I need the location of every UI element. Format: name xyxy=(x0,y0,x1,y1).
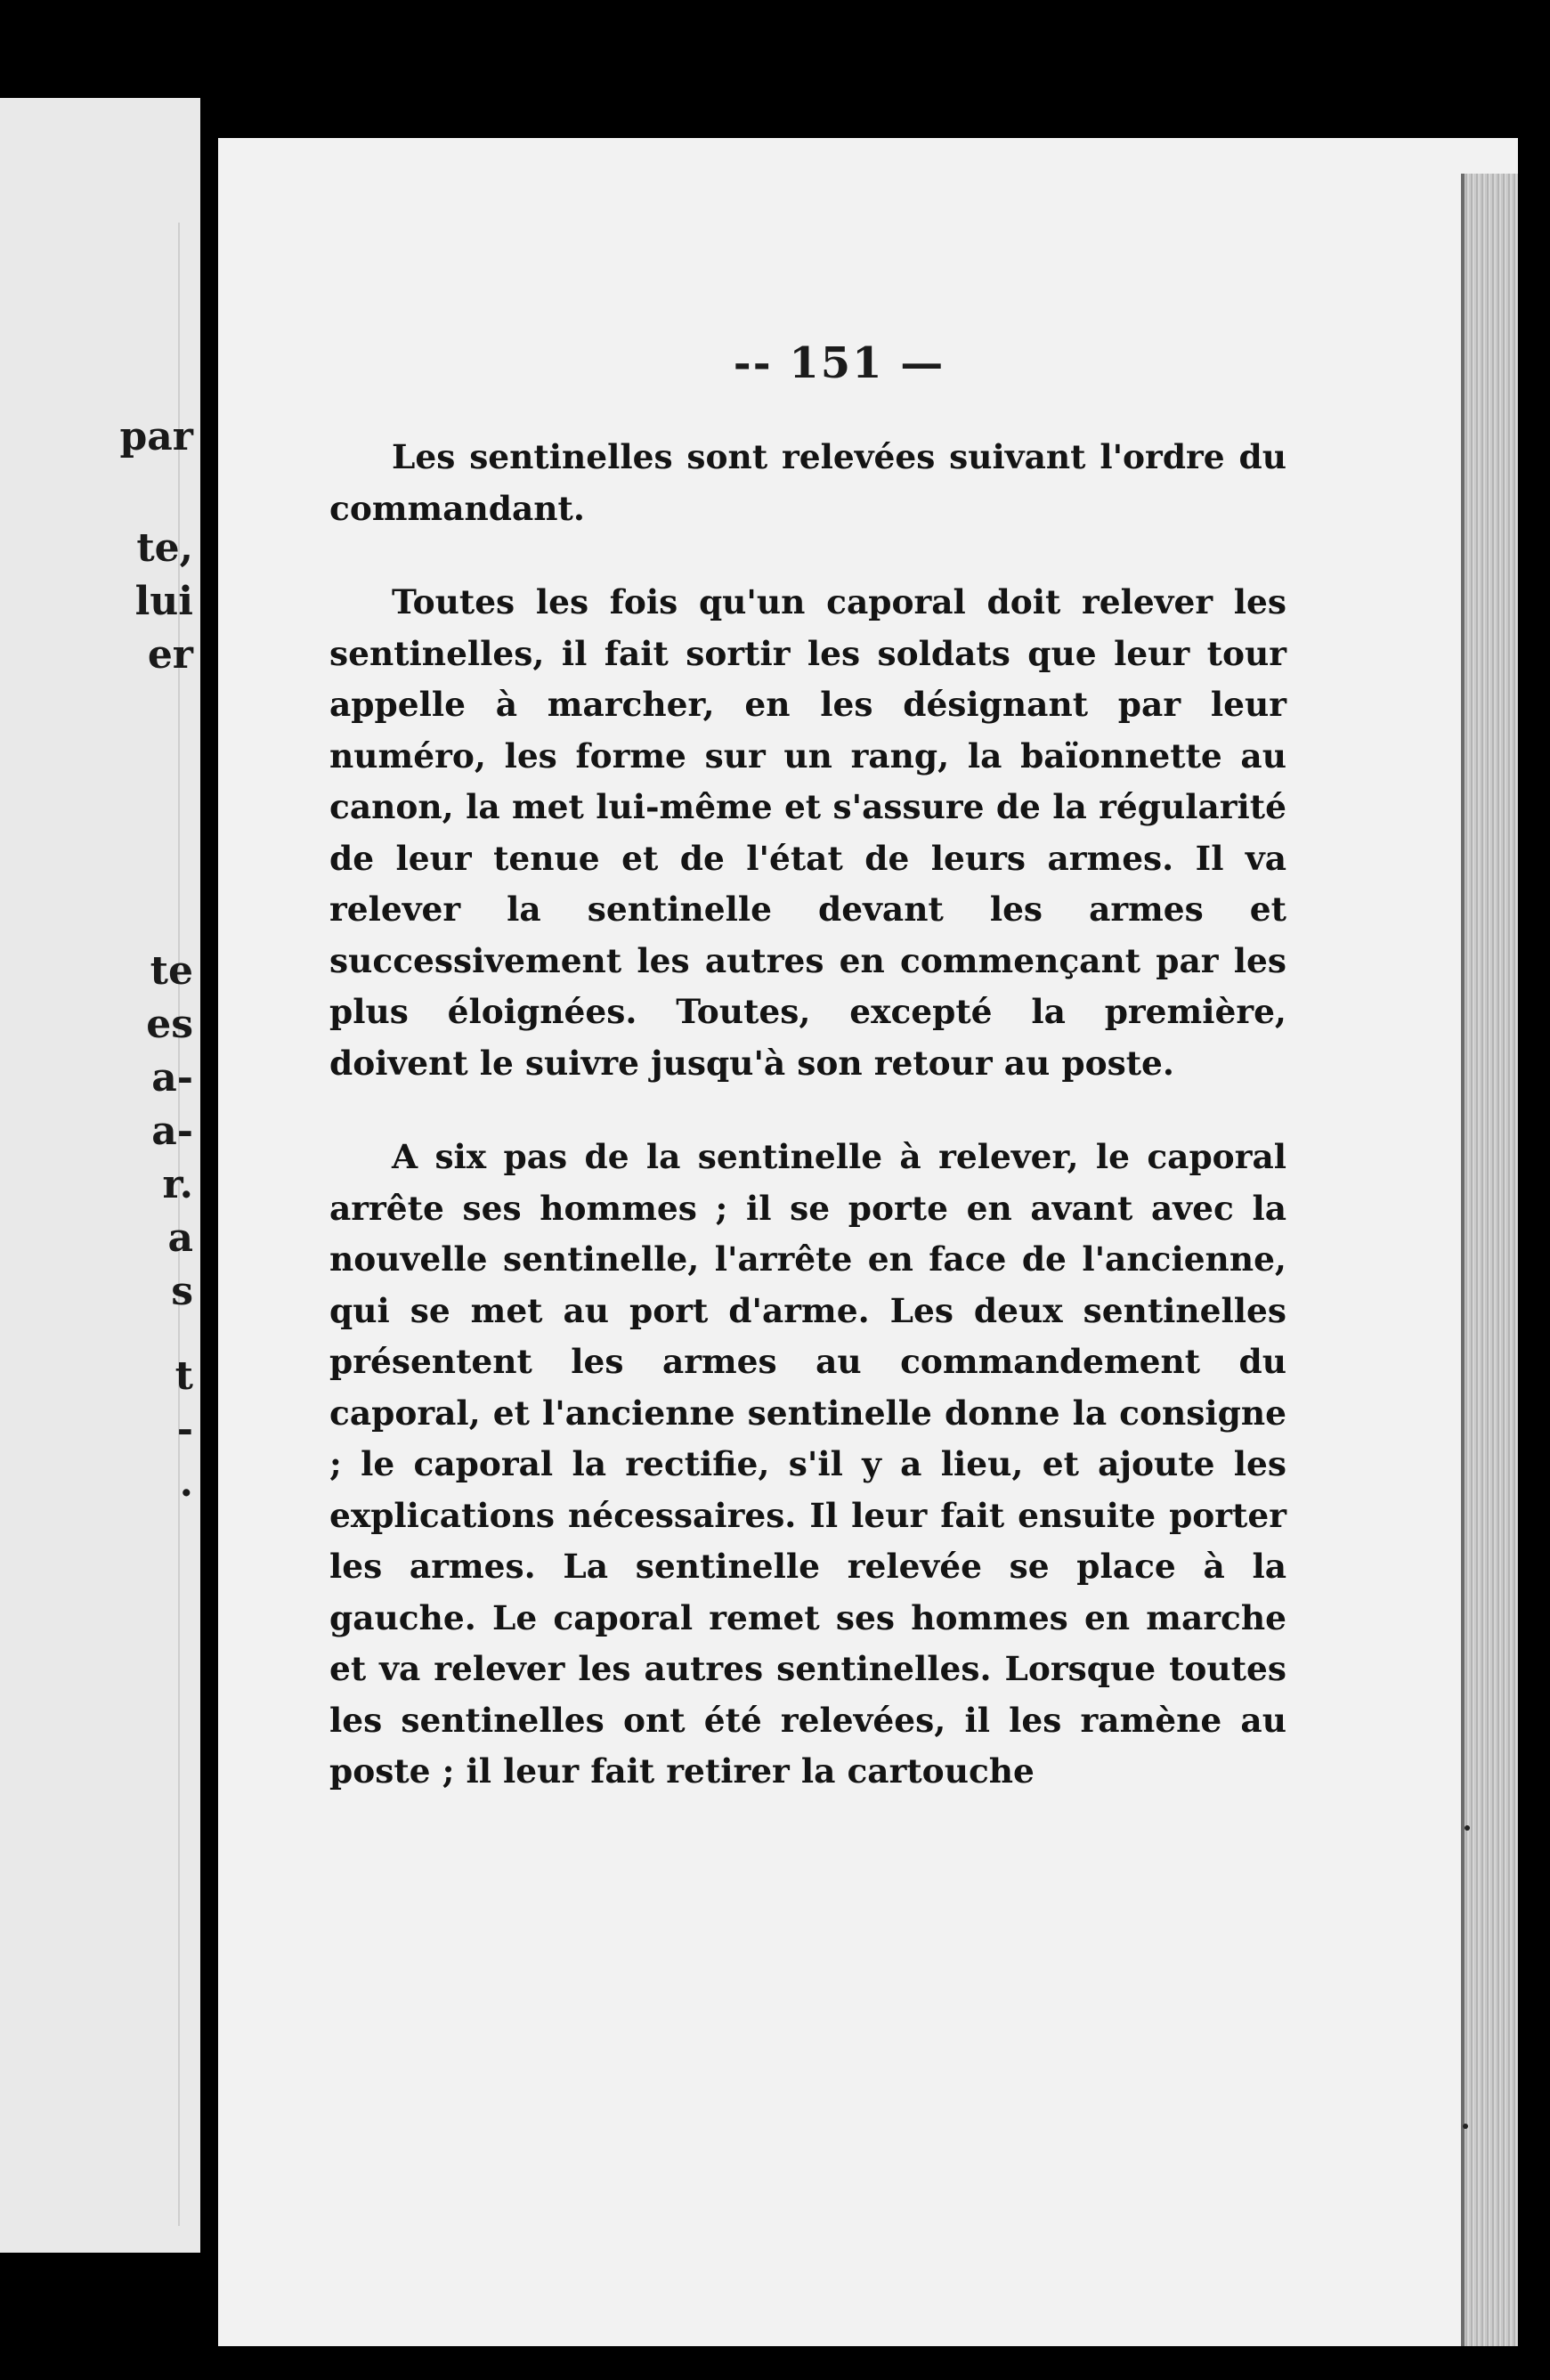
left-page-fragment: r. xyxy=(162,1162,193,1207)
page-stack-edge xyxy=(1465,174,1518,2346)
left-page-fragment: a- xyxy=(151,1109,193,1154)
scan-speck xyxy=(1465,1825,1470,1831)
left-page-fragment: er xyxy=(147,632,193,678)
left-page-fragment: . xyxy=(179,1460,193,1506)
left-page-fragment: s xyxy=(171,1269,193,1314)
paragraph: Toutes les fois qu'un caporal doit relever les sentinelles, il fait sortir les soldats que leur tour appelle à marcher, en les désignant par leur numéro, les forme sur un rang, la baïonnette au canon, la met lui-même et s'assure de la régularité de leur tenue et de l'état de leurs armes. Il va relever la sentinelle devant les armes et successivement les autres en commençant par les plus éloignées. Toutes, excepté la première, doivent le suivre jusqu'à son retour au poste. xyxy=(329,582,1286,1083)
left-page-fragment: a xyxy=(167,1215,193,1261)
left-page-fragment: par xyxy=(119,414,193,459)
left-page-fragment: - xyxy=(176,1407,193,1452)
book-page xyxy=(218,138,1518,2346)
left-page-fragment: lui xyxy=(134,579,193,624)
left-page-fragment: t xyxy=(174,1353,193,1399)
left-page-fragment: a- xyxy=(151,1055,193,1101)
left-page-fragment: es xyxy=(146,1002,193,1047)
left-facing-page xyxy=(0,98,200,2253)
page-number: -- 151 — xyxy=(733,338,945,388)
paragraph: Les sentinelles sont relevées suivant l'ordre du commandant. xyxy=(329,437,1286,528)
page-body xyxy=(329,432,1286,1840)
left-page-fragment: te xyxy=(150,948,193,994)
scan-speck xyxy=(1463,2124,1468,2129)
left-page-fragment: te, xyxy=(136,525,193,571)
paragraph: A six pas de la sentinelle à relever, le caporal arrête ses hommes ; il se porte en avant avec la nouvelle sentinelle, l'arrête en face de l'ancienne, qui se met au port d'arme. Les deux sentinelles présentent les armes au commandement du caporal, et l'ancienne sentinelle donne la consigne ; le caporal la rectifie, s'il y a lieu, et ajoute les explications nécessaires. Il leur fait ensuite porter les armes. La sentinelle relevée se place à la gauche. Le caporal remet ses hommes en marche et va relever les autres sentinelles. Lorsque toutes les sentinelles ont été relevées, il les ramène au poste ; il leur fait retirer la cartouche xyxy=(329,1137,1286,1791)
